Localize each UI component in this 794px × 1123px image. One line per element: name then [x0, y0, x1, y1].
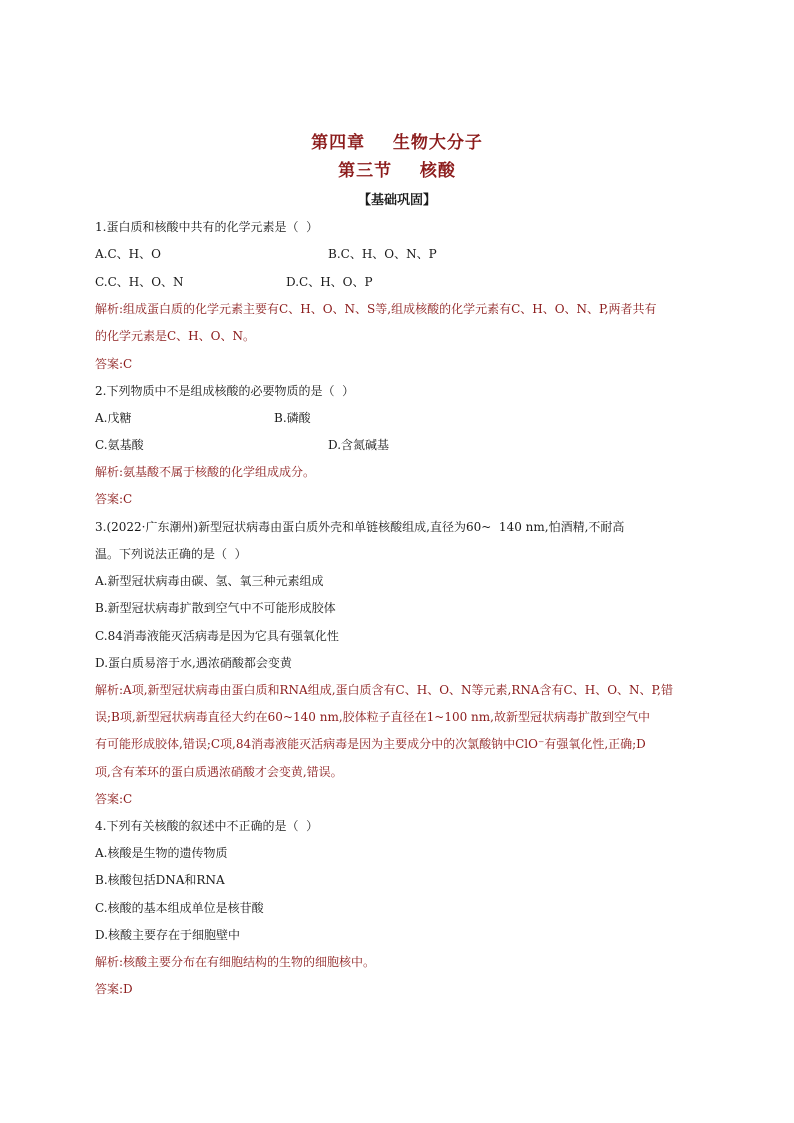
q2-option-b: B.磷酸 [274, 411, 311, 425]
q4-explanation: 解析:核酸主要分布在有细胞结构的生物的细胞核中。 [95, 955, 376, 969]
q3-explanation-line1: 解析:A项,新型冠状病毒由蛋白质和RNA组成,蛋白质含有C、H、O、N等元素,RNA含有C、H、O、N、P,错 [95, 683, 673, 697]
q3-explanation-line4: 项,含有苯环的蛋白质遇浓硝酸才会变黄,错误。 [95, 765, 343, 779]
q1-option-d: D.C、H、O、P [286, 275, 373, 289]
q3-stem-line1: 3.(2022·广东潮州)新型冠状病毒由蛋白质外壳和单链核酸组成,直径为60~ 140 nm,怕酒精,不耐高 [95, 520, 625, 534]
q1-explanation-line2: 的化学元素是C、H、O、N。 [95, 329, 255, 343]
q4-option-a: A.核酸是生物的遗传物质 [95, 846, 228, 860]
chapter-title: 第四章 生物大分子 [311, 133, 483, 153]
q2-option-a: A.戊糖 [95, 411, 132, 425]
subsection-heading: 【基础巩固】 [357, 193, 436, 208]
q2-stem: 2.下列物质中不是组成核酸的必要物质的是（ ） [95, 384, 355, 398]
q4-option-d: D.核酸主要存在于细胞壁中 [95, 928, 241, 942]
q4-stem: 4.下列有关核酸的叙述中不正确的是（ ） [95, 819, 319, 833]
q1-explanation-line1: 解析:组成蛋白质的化学元素主要有C、H、O、N、S等,组成核酸的化学元素有C、H、O、N、P,两者共有 [95, 302, 657, 316]
q2-explanation: 解析:氨基酸不属于核酸的化学组成成分。 [95, 465, 316, 479]
q1-answer: 答案:C [95, 357, 133, 371]
q3-option-d: D.蛋白质易溶于水,遇浓硝酸都会变黄 [95, 656, 292, 670]
q3-option-b: B.新型冠状病毒扩散到空气中不可能形成胶体 [95, 601, 336, 615]
q1-stem: 1.蛋白质和核酸中共有的化学元素是（ ） [95, 220, 319, 234]
q2-option-c: C.氨基酸 [95, 438, 144, 452]
q3-explanation-line3: 有可能形成胶体,错误;C项,84消毒液能灭活病毒是因为主要成分中的次氯酸钠中ClO⁻有强氧化性,正确;D [95, 737, 646, 751]
q3-answer: 答案:C [95, 792, 133, 806]
q4-answer: 答案:D [95, 982, 133, 996]
q1-option-b: B.C、H、O、N、P [328, 247, 437, 261]
q4-option-b: B.核酸包括DNA和RNA [95, 873, 225, 887]
section-title: 第三节 核酸 [338, 161, 456, 181]
q3-option-c: C.84消毒液能灭活病毒是因为它具有强氧化性 [95, 629, 339, 643]
q3-option-a: A.新型冠状病毒由碳、氢、氧三种元素组成 [95, 574, 324, 588]
q3-explanation-line2: 误;B项,新型冠状病毒直径大约在60~140 nm,胶体粒子直径在1~100 nm,故新型冠状病毒扩散到空气中 [95, 710, 650, 724]
q1-option-a: A.C、H、O [95, 247, 161, 261]
q2-option-d: D.含氮碱基 [328, 438, 390, 452]
q3-stem-line2: 温。下列说法正确的是（ ） [95, 547, 247, 561]
q4-option-c: C.核酸的基本组成单位是核苷酸 [95, 901, 264, 915]
q2-answer: 答案:C [95, 492, 133, 506]
q1-option-c: C.C、H、O、N [95, 275, 184, 289]
